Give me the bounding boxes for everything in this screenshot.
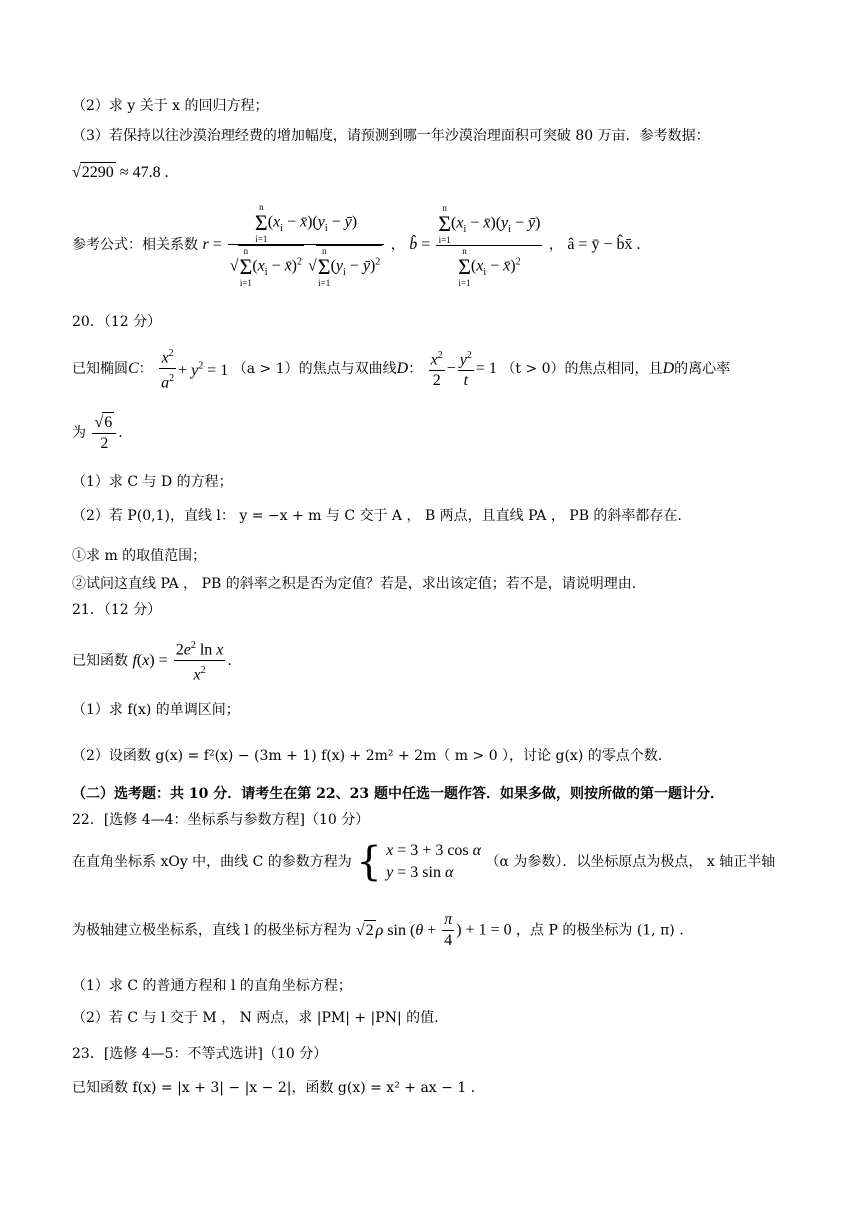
q21-intro: 已知函数 f(x) = $\frac{2e^2 \ln x}{x^2}$ . (72, 636, 800, 684)
q19-part2: （2）求 y 关于 x 的回归方程； (72, 98, 269, 114)
section-2-heading: （二）选考题：共 10 分．请考生在第 22、23 题中任选一题作答．如果多做，则按所做的第一题计分． (72, 786, 724, 802)
q23-intro: 已知函数 f(x) = |x + 3| − |x − 2|，函数 g(x) = x² + ax − 1 . (72, 1080, 476, 1096)
r-formula: n Σ i=1 ($x_i$ − $x̄)(y_i$ − ȳ) √ n Σ i=1 ($x_i$ − x̄)$^2$ √ n Σ i=1 ($y_i$ − ȳ)$^2$ (228, 202, 385, 288)
q22-part2: （2）若 C 与 l 交于 M ， N 两点，求 |PM| + |PN| 的值. (72, 1010, 439, 1026)
q21-part2: （2）设函数 g(x) = f²(x) − (3m + 1) f(x) + 2m² + 2m（ m > 0 ），讨论 g(x) 的零点个数. (72, 748, 663, 764)
q23-header: 23．[选修 4—5：不等式选讲]（10 分） (72, 1046, 328, 1062)
q19-ref-data: √2290 ≈ 47.8 . (72, 164, 169, 181)
q20-header: 20．（12 分） (72, 314, 162, 330)
q19-part3: （3）若保持以往沙漠治理经费的增加幅度，请预测到哪一年沙漠治理面积可突破 80 万亩．参考数据： (72, 128, 710, 144)
q22-part1: （1）求 C 的普通方程和 l 的直角坐标方程； (72, 978, 352, 994)
q21-header: 21．（12 分） (72, 602, 162, 618)
q19-ref-formulas: 参考公式：相关系数 r = n Σ i=1 ($x_i$ − $x̄)(y_i$ − ȳ) √ n Σ i=1 ($x_i$ − x̄)$^2$ √ n Σ i=1 ($y_i$ − ȳ)$^2$ ， b̂ = n Σ i=1 ($x_i$ − $x̄)(y_i$ − ȳ) n Σ i=1 ($x_i$ − x̄)$^2$ ， â = ȳ − b̂x̄ . (72, 202, 641, 288)
q20-intro: 已知椭圆C： $\frac{x^2}{a^2}$ + $y^2 = 1$ （a > 1）的焦点与双曲线D： $\frac{x^2}{2}$ − $\frac{y^2}{t}$ = 1 （t > 0）的焦点相同，且D的离心率 (72, 344, 800, 392)
q20-eccentricity: 为 $\frac{√6}{2}$ . (72, 414, 123, 452)
q22-header: 22．[选修 4—4：坐标系与参数方程]（10 分） (72, 812, 370, 828)
ref-formula-label: 参考公式：相关系数 (72, 237, 198, 253)
q21-part1: （1）求 f(x) 的单调区间； (72, 702, 240, 718)
b-formula: n Σ i=1 ($x_i$ − $x̄)(y_i$ − ȳ) n Σ i=1 ($x_i$ − x̄)$^2$ (438, 202, 541, 288)
q22-intro: 在直角坐标系 xOy 中，曲线 C 的参数方程为 { x = 3 + 3 cos α y = 3 sin α （α 为参数）．以坐标原点为极点， x 轴正半轴 (72, 839, 776, 885)
q20-part1: （1）求 C 与 D 的方程； (72, 474, 233, 490)
q20-sub2: ②试问这直线 PA ， PB 的斜率之积是否为定值？若是，求出该定值；若不是，请说明理由. (72, 576, 637, 592)
q22-line2: 为极轴建立极坐标系，直线 l 的极坐标方程为 √2 ρ sin (θ + $\frac{\pi}{4}$ ) + 1 = 0 ，点 P 的极坐标为 (1, π) . (72, 911, 684, 949)
a-formula: â = ȳ − b̂x̄ . (567, 236, 641, 253)
q20-part2: （2）若 P(0,1)，直线 l： y = −x + m 与 C 交于 A ， B 两点，且直线 PA ， PB 的斜率都存在. (72, 508, 682, 524)
q20-sub1: ①求 m 的取值范围； (72, 548, 207, 564)
